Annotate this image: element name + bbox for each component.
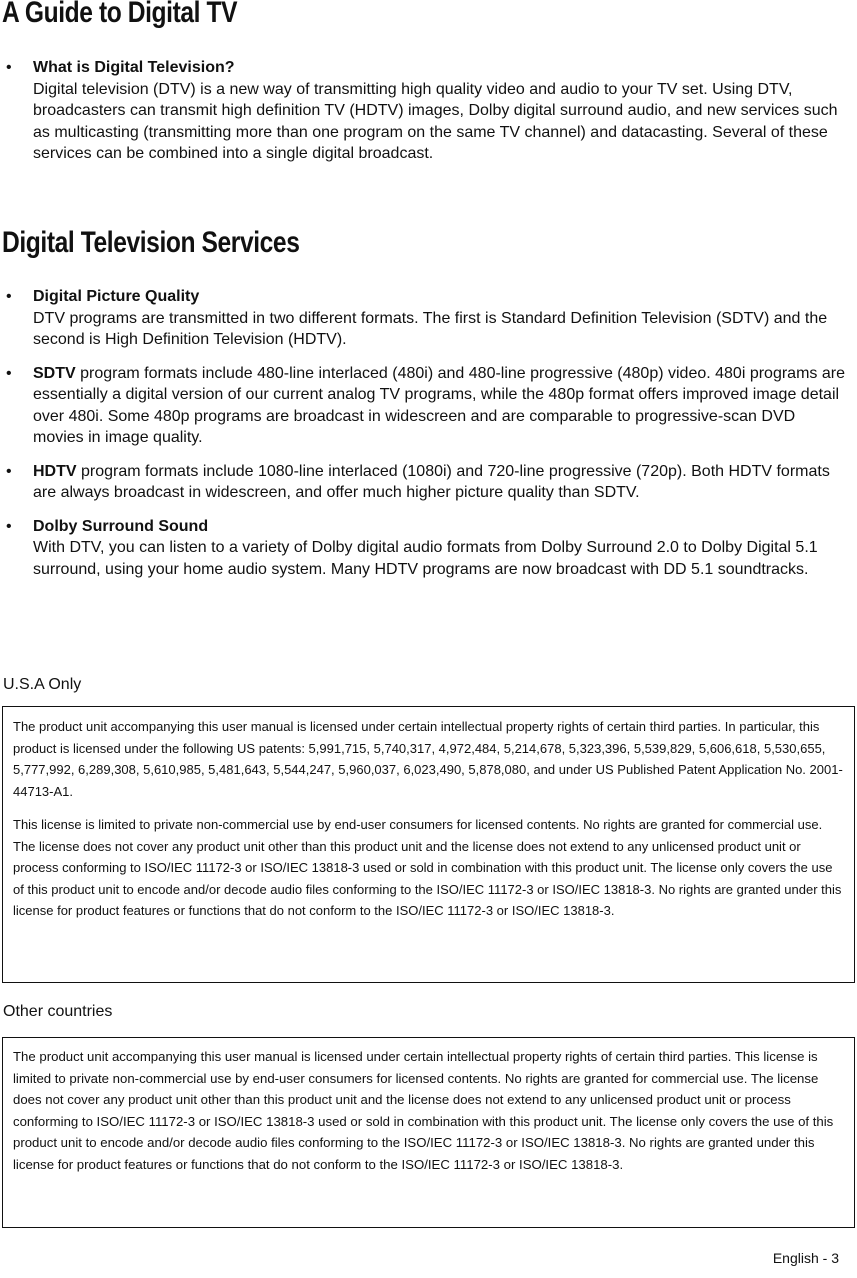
page-title: A Guide to Digital TV <box>2 0 238 29</box>
bullet-body: DTV programs are transmitted in two different formats. The first is Standard Definition Television (SDTV) and the second is High Definition Television (HDTV). <box>33 309 828 348</box>
list-item <box>0 516 857 581</box>
other-countries-label: Other countries <box>3 1003 113 1020</box>
license-paragraph: This license is limited to private non-commercial use by end-user consumers for licensed contents. No rights are granted for commercial use. The license does not cover any product unit other than this product unit and the license does not extend to any unlicensed product unit or process conforming to ISO/IEC 11172-3 or ISO/IEC 13818-3 used or sold in combination with this product unit. The license only covers the use of this product unit to encode and/or decode audio files conforming to the ISO/IEC 11172-3 or ISO/IEC 13818-3. No rights are granted under this license for product features or functions that do not conform to the ISO/IEC 11172-3 or ISO/IEC 13818-3. <box>13 817 842 918</box>
license-paragraph: The product unit accompanying this user manual is licensed under certain intellectual property rights of certain third parties. This license is limited to private non-commercial use by end-user consumers for licensed contents. No rights are granted for commercial use. The license does not cover any product unit other than this product unit and the license does not extend to any unlicensed product unit or process conforming to ISO/IEC 11172-3 or ISO/IEC 13818-3 used or sold in combination with this product unit. The license only covers the use of this product unit to encode and/or decode audio files conforming to the ISO/IEC 11172-3 or ISO/IEC 13818-3. No rights are granted under this license for product features or functions that do not conform to the ISO/IEC 11172-3 or ISO/IEC 13818-3. <box>13 1049 834 1172</box>
list-item <box>0 57 857 165</box>
list-item <box>0 286 857 351</box>
bullet-title: Digital Picture Quality <box>33 288 200 305</box>
services-list <box>0 286 857 592</box>
bullet-icon: • <box>6 462 12 480</box>
bullet-body: program formats include 1080-line interlaced (1080i) and 720-line progressive (720p). Both HDTV formats are always broadcast in widescreen, and offer much higher picture quality than SDTV. <box>33 462 830 501</box>
list-item <box>0 461 857 504</box>
license-paragraph: The product unit accompanying this user manual is licensed under certain intellectual property rights of certain third parties. In particular, this product is licensed under the following US patents: 5,991,715, 5,740,317, 4,972,484, 5,214,678, 5,323,396, 5,539,829, 5,606,618, 5,530,655, 5,777,992, 6,289,308, 5,610,985, 5,481,643, 5,544,247, 5,960,037, 6,023,490, 5,878,080, and under US Published Patent Application No. 2001-44713-A1. <box>13 719 843 799</box>
usa-license-box <box>2 706 855 983</box>
bullet-icon: • <box>6 517 12 535</box>
bullet-title: SDTV <box>33 364 76 382</box>
other-license-box <box>2 1037 855 1228</box>
bullet-body: Digital television (DTV) is a new way of transmitting high quality video and audio to your TV set. Using DTV, broadcasters can transmit high definition TV (HDTV) images, Dolby digital surround audio, and new services such as multicasting (transmitting more than one program on the same TV channel) and datacasting. Several of these services can be combined into a single digital broadcast. <box>33 80 838 162</box>
intro-list <box>0 57 857 165</box>
bullet-body: program formats include 480-line interlaced (480i) and 480-line progressive (480p) video. 480i programs are essentially a digital version of our current analog TV programs, while the 480p format offers improved image detail over 480i. Some 480p programs are broadcast in widescreen and are comparable to progressive-scan DVD movies in image quality. <box>33 364 845 446</box>
bullet-title: What is Digital Television? <box>33 59 235 76</box>
bullet-body: With DTV, you can listen to a variety of Dolby digital audio formats from Dolby Surround 2.0 to Dolby Digital 5.1 surround, using your home audio system. Many HDTV programs are now broadcast with DD 5.1 soundtracks. <box>33 539 818 578</box>
usa-label: U.S.A Only <box>3 676 82 693</box>
bullet-title: Dolby Surround Sound <box>33 517 209 535</box>
bullet-icon: • <box>6 288 12 305</box>
bullet-title: HDTV <box>33 462 77 480</box>
section-heading: Digital Television Services <box>2 226 300 259</box>
bullet-icon: • <box>6 59 12 76</box>
list-item <box>0 363 857 449</box>
page-number: English - 3 <box>772 1250 839 1266</box>
bullet-icon: • <box>6 364 12 382</box>
